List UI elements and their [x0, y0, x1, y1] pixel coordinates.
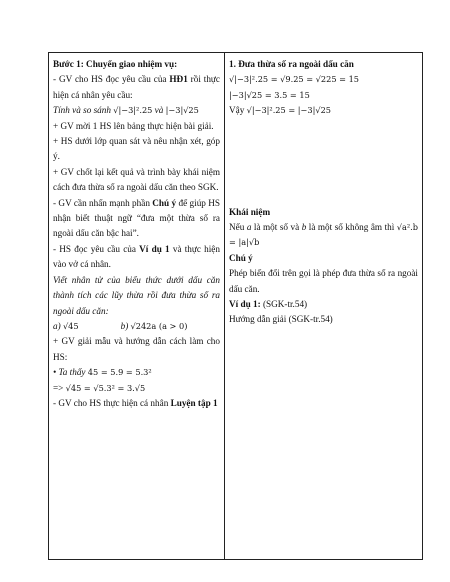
text-run: b) — [120, 320, 131, 331]
text-run: và thực hiện vào vở cá nhân. — [53, 243, 220, 270]
math-expression: 45 = 5.9 = 5.3² — [87, 367, 152, 378]
paragraph-instruction: Viết nhân tử của biểu thức dưới dấu căn thành tích các lũy thừa rồi đưa thừa số ra ngoài dấu căn: — [53, 274, 220, 316]
variable-b: b — [301, 222, 307, 233]
text-run: (SGK-tr.54) — [260, 299, 308, 310]
text-run: • Ta thấy — [53, 367, 88, 378]
lesson-table-page — [48, 52, 419, 559]
paragraph-compare — [53, 103, 220, 118]
text-run: - GV cần nhấn mạnh phần — [53, 197, 153, 208]
table-row — [49, 53, 423, 560]
math-expression: √|−3|².25 = |−3|√25 — [246, 105, 332, 116]
math-expression: √|−3|².25 — [113, 105, 153, 116]
math-expression: √242a (a > 0) — [130, 320, 188, 331]
right-column-cell — [225, 53, 423, 560]
paragraph-observe-45 — [53, 365, 220, 380]
example-label: Ví dụ 1 — [139, 243, 170, 254]
text-run: là một số và — [251, 222, 302, 233]
text-run: Nếu — [229, 222, 247, 233]
text-run: để giúp HS nhận biết thuật ngữ “đưa một thừa số ra ngoài dấu căn bậc hai”. — [53, 197, 220, 239]
paragraph-practice — [53, 396, 220, 411]
paragraph-observe: + HS dưới lớp quan sát và nêu nhận xét, góp ý. — [53, 136, 220, 162]
paragraph-invite: + GV mời 1 HS lên bảng thực hiện bài giải. — [53, 120, 214, 131]
paragraph-example — [53, 242, 220, 273]
left-column-cell — [49, 53, 225, 560]
step-heading: Bước 1: Chuyển giao nhiệm vụ: — [53, 59, 178, 69]
math-line-2: |−3|√25 = 3.5 = 15 — [229, 89, 310, 100]
text-run: là một số không âm thì — [306, 222, 397, 233]
paragraph-hd1 — [53, 72, 220, 103]
text-run: - HS đọc yêu cầu của — [53, 243, 140, 254]
practice-label: Luyện tập 1 — [170, 397, 218, 408]
math-line-3 — [229, 103, 418, 118]
math-expression: |−3|√25 — [165, 105, 199, 116]
paragraph-emphasize — [53, 196, 220, 242]
spacer — [229, 119, 418, 205]
variable-a: a — [246, 222, 252, 233]
text-run: => — [53, 382, 66, 393]
paragraph-guide: + GV giải mẫu và hướng dẫn cách làm cho HS: — [53, 336, 220, 362]
concept-definition — [229, 220, 418, 251]
math-expression: √45 = √5.3² = 3.√5 — [65, 382, 146, 393]
math-expression: √a².b = |a|√b — [229, 222, 419, 248]
text-run: - GV cho HS đọc yêu cầu của — [53, 74, 170, 85]
hd1-label: HĐ1 — [169, 74, 188, 85]
note-heading: Chú ý — [229, 252, 253, 263]
paragraph-conclude: + GV chốt lại kết quả và trình bày khái niệm cách đưa thừa số ra ngoài dấu căn theo SGK. — [53, 166, 220, 193]
note-label: Chú ý — [152, 197, 177, 208]
section-heading: 1. Đưa thừa số ra ngoài dấu căn — [229, 59, 354, 69]
solution-guide: Hướng dẫn giải (SGK-tr.54) — [229, 314, 333, 325]
lesson-table — [48, 52, 423, 560]
paragraph-result-45 — [53, 381, 220, 396]
text-run: rồi thực hiện cá nhân yêu cầu: — [53, 74, 220, 100]
math-line-1: √|−3|².25 = √9.25 = √225 = 15 — [229, 74, 360, 85]
text-run: a) — [53, 320, 63, 331]
example-line — [229, 297, 418, 312]
note-text: Phép biến đổi trên gọi là phép đưa thừa số ra ngoài dấu căn. — [229, 268, 418, 294]
text-run: Vậy — [229, 105, 247, 116]
text-run: Tính và so sánh — [53, 105, 114, 116]
text-run: và — [152, 105, 166, 116]
paragraph-exercises — [53, 319, 220, 334]
text-run: - GV cho HS thực hiện cá nhân — [53, 397, 171, 408]
concept-heading: Khái niệm — [229, 206, 271, 217]
math-expression: √45 — [62, 320, 79, 331]
example-label: Ví dụ 1: — [229, 299, 261, 310]
